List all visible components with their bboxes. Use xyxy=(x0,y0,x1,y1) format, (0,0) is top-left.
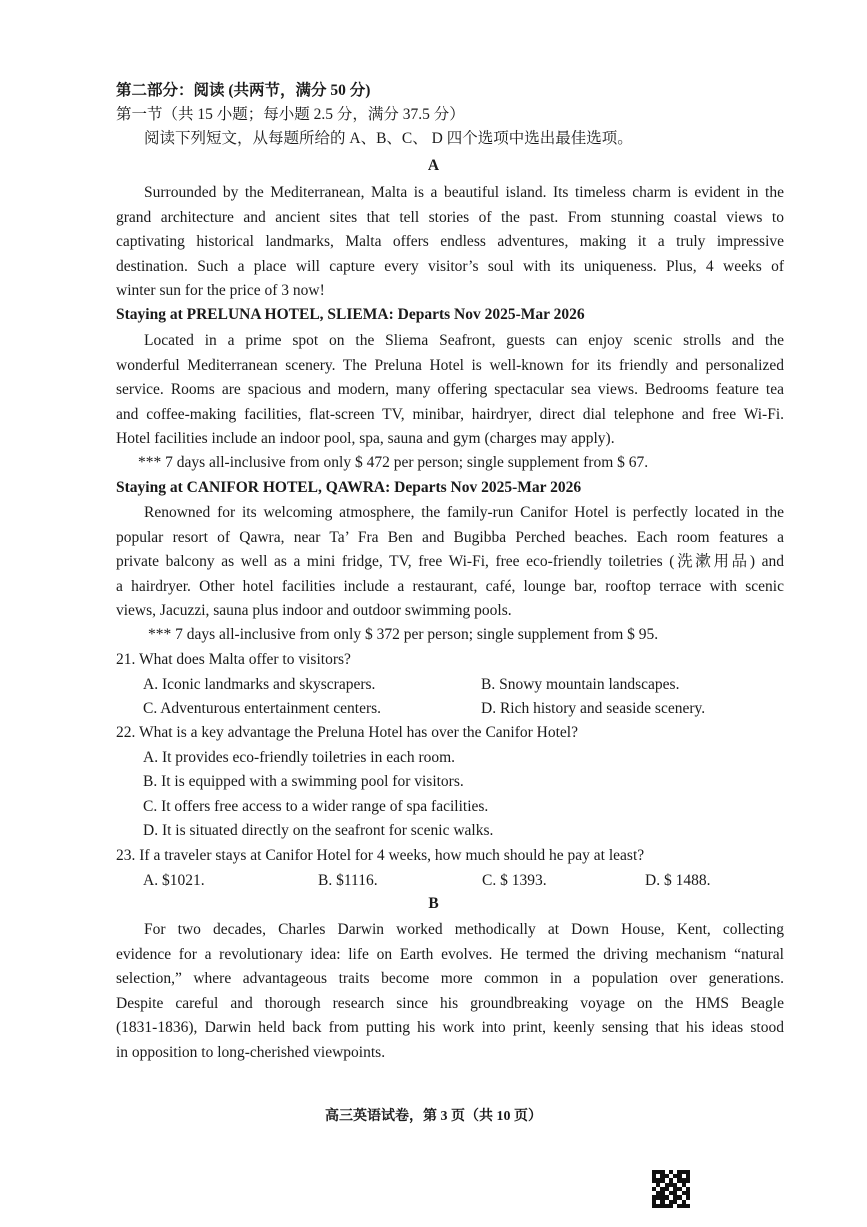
hotel2-line: popular resort of Qawra, near Ta’ Fra Ben and Bugibba Perched beaches. Each room features a xyxy=(116,528,784,546)
question-stem: 21. What does Malta offer to visitors? xyxy=(116,651,351,668)
hotel2-heading: Staying at CANIFOR HOTEL, QAWRA: Departs Nov 2025-Mar 2026 xyxy=(116,479,582,496)
option-a: A. It provides eco-friendly toiletries in each room. xyxy=(143,749,456,766)
option-b: B. $1116. xyxy=(318,872,378,889)
option-c: C. Adventurous entertainment centers. xyxy=(143,700,382,717)
hotel1-line: Hotel facilities include an indoor pool, spa, sauna and gym (charges may apply). xyxy=(116,430,615,448)
passage-b-label: B xyxy=(428,895,439,912)
option-a: A. $1021. xyxy=(143,872,205,889)
hotel1-line: wonderful Mediterranean scenery. The Preluna Hotel is well-known for its friendly and personalized xyxy=(116,356,784,374)
option-a: A. Iconic landmarks and skyscrapers. xyxy=(143,676,376,693)
option-b: B. Snowy mountain landscapes. xyxy=(481,676,680,693)
option-b: B. It is equipped with a swimming pool for visitors. xyxy=(143,773,464,790)
hotel1-line: and coffee-making facilities, flat-screen TV, minibar, hairdryer, direct dial telephone and free Wi-Fi. xyxy=(116,405,784,423)
passage-a-line: destination. Such a place will capture every visitor’s soul with its uniqueness. Plus, 4 weeks of xyxy=(116,257,784,275)
hotel1-heading: Staying at PRELUNA HOTEL, SLIEMA: Departs Nov 2025-Mar 2026 xyxy=(116,306,585,323)
question-stem: 22. What is a key advantage the Preluna Hotel has over the Canifor Hotel? xyxy=(116,724,578,741)
option-d: D. Rich history and seaside scenery. xyxy=(481,700,706,717)
option-d: D. It is situated directly on the seafront for scenic walks. xyxy=(143,822,494,839)
hotel1-line: Located in a prime spot on the Sliema Seafront, guests can enjoy scenic strolls and the xyxy=(144,332,784,349)
question-stem: 23. If a traveler stays at Canifor Hotel for 4 weeks, how much should he pay at least? xyxy=(116,847,645,864)
hotel2-line: Renowned for its welcoming atmosphere, the family-run Canifor Hotel is perfectly located in the xyxy=(144,504,784,521)
passage-a-line: winter sun for the price of 3 now! xyxy=(116,282,325,300)
passage-a-line: captivating historical landmarks, Malta offers endless adventures, making it a truly impressive xyxy=(116,233,784,251)
passage-b-line: in opposition to long-cherished viewpoints. xyxy=(116,1044,386,1061)
passage-b-line: selection,” where advantageous traits become more common in a population over generations. xyxy=(116,970,784,988)
passage-b-line: Despite careful and thorough research since his groundbreaking voyage on the HMS Beagle xyxy=(116,994,784,1012)
qr-code-icon xyxy=(652,1170,690,1208)
passage-a-line: grand architecture and ancient sites that tell stories of the past. From stunning coastal views to xyxy=(116,208,784,226)
page-footer: 高三英语试卷，第 3 页（共 10 页） xyxy=(325,1109,542,1124)
passage-a-line: Surrounded by the Mediterranean, Malta is a beautiful island. Its timeless charm is evident in the xyxy=(144,184,784,201)
hotel2-line: views, Jacuzzi, sauna plus indoor and outdoor swimming pools. xyxy=(116,602,512,620)
hotel2-line: private balcony as well as a mini fridge, TV, free Wi-Fi, free eco-friendly toiletries (洗漱用品) and xyxy=(116,553,784,571)
hotel2-price: *** 7 days all-inclusive from only $ 372 per person; single supplement from $ 95. xyxy=(148,626,659,643)
option-c: C. $ 1393. xyxy=(482,872,547,889)
section-heading: 第一节（共 15 小题；每小题 2.5 分，满分 37.5 分） xyxy=(116,106,465,123)
hotel2-line: a hairdryer. Other hotel facilities include a restaurant, café, lounge bar, rooftop terrace with scenic xyxy=(116,577,784,595)
option-c: C. It offers free access to a wider range of spa facilities. xyxy=(143,798,489,815)
part-heading: 第二部分：阅读 (共两节，满分 50 分) xyxy=(116,82,371,99)
passage-b-line: For two decades, Charles Darwin worked methodically at Down House, Kent, collecting xyxy=(144,921,784,938)
hotel1-price: *** 7 days all-inclusive from only $ 472 per person; single supplement from $ 67. xyxy=(138,454,649,471)
option-d: D. $ 1488. xyxy=(645,872,711,889)
hotel1-line: service. Rooms are spacious and modern, many offering spectacular sea views. Bedrooms feature tea xyxy=(116,381,784,399)
passage-b-line: evidence for a revolutionary idea: life on Earth evolves. He termed the driving mechanism “natural xyxy=(116,945,784,963)
passage-b-line: (1831-1836), Darwin held back from putting his work into print, keenly sensing that his ideas stood xyxy=(116,1019,784,1037)
instruction: 阅读下列短文，从每题所给的 A、B、C、 D 四个选项中选出最佳选项。 xyxy=(144,130,633,147)
passage-a-label: A xyxy=(427,157,440,174)
